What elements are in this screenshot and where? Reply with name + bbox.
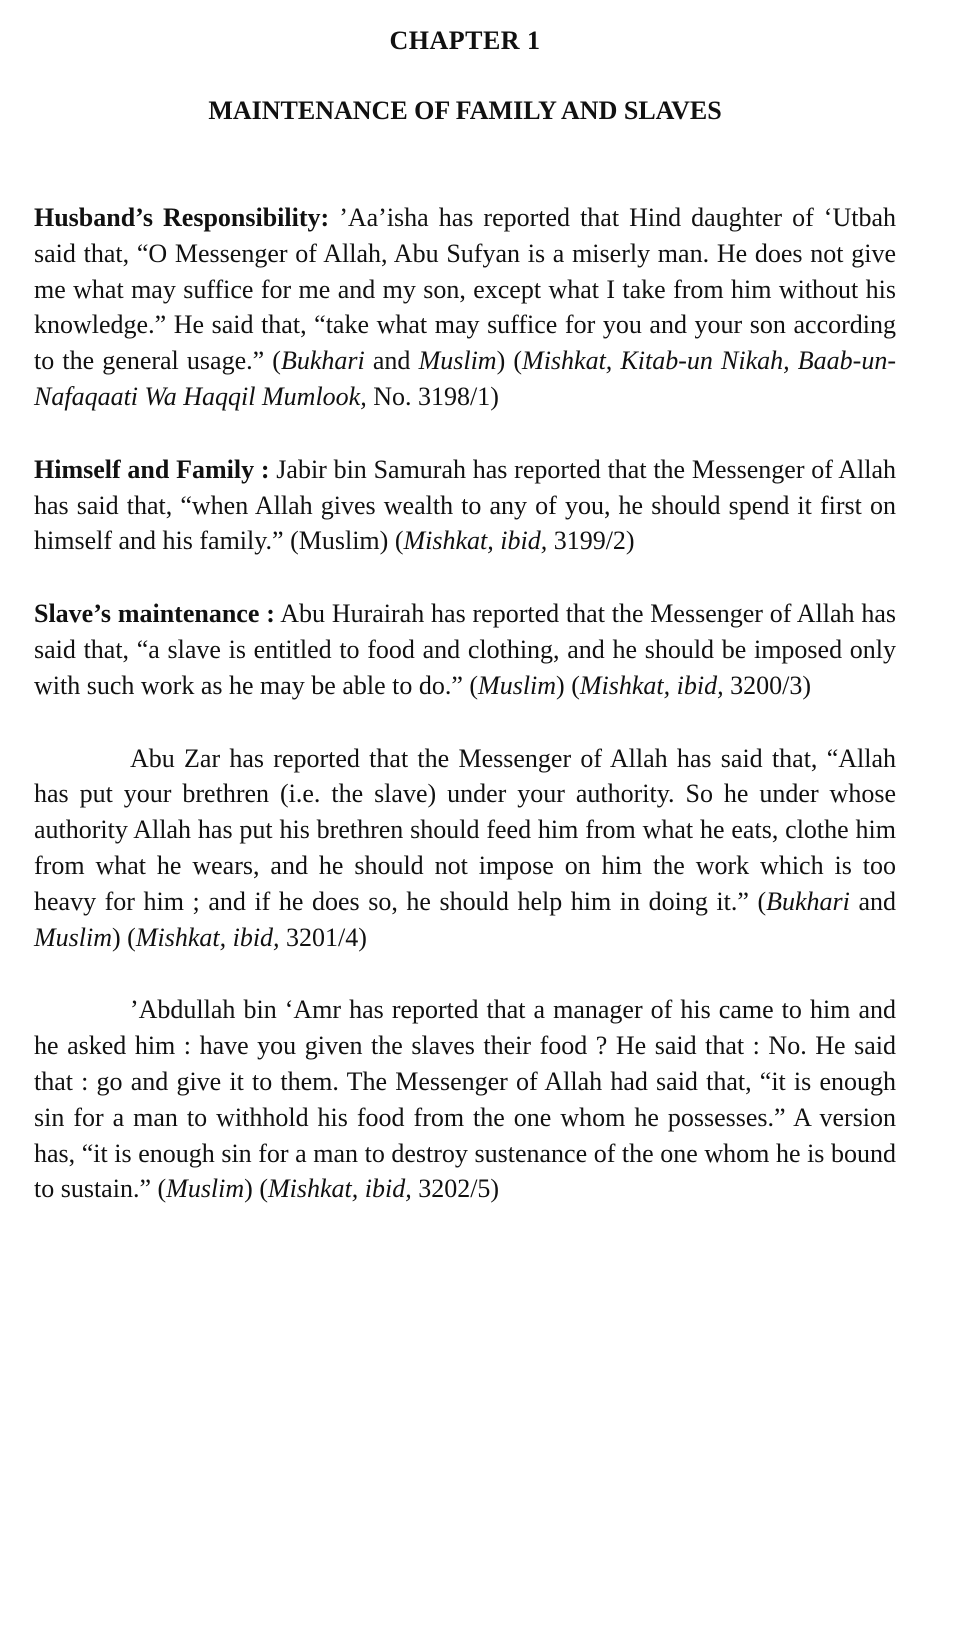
chapter-title: MAINTENANCE OF FAMILY AND SLAVES: [208, 96, 722, 125]
source-bukhari: Bukhari: [766, 886, 850, 916]
paragraph-abdullah-bin-amr: [34, 992, 896, 1207]
paragraph-text: ’Abdullah bin ‘Amr has reported that a manager of his came to him and he asked him : have you given the slaves their food ? He said that : No. He said that : go and give it to them. The Messenger of Allah had said that, “it is enough sin for a man to withhold his food from the one whom he possesses.” A version has, “it is enough sin for a man to destroy sustenance of the one whom he is bound to sustain.” (: [34, 995, 896, 1204]
connector-text: ) (: [244, 1174, 268, 1204]
paragraph-heading: Slave’s maintenance :: [34, 599, 275, 629]
paragraph-text: Abu Zar has reported that the Messenger of Allah has said that, “Allah has put your brethren (i.e. the slave) under your authority. So he under whose authority Allah has put his brethren should feed him from what he eats, clothe him from what he wears, and he should not impose on him the work which is too heavy for him ; and if he does so, he should help him in doing it.” (: [34, 743, 896, 916]
reference-citation: Mishkat, ibid,: [267, 1174, 412, 1204]
paragraph-himself-and-family: [34, 452, 896, 559]
reference-citation: Mishkat, ibid,: [403, 526, 548, 556]
source-muslim: Muslim: [34, 922, 112, 952]
body-text: [34, 200, 896, 1244]
paragraph-husbands-responsibility: [34, 200, 896, 415]
reference-number: 3199/2): [547, 526, 635, 556]
source-muslim: Muslim: [166, 1174, 245, 1204]
paragraph-text: Abu Hurairah has reported that the Messenger of Allah has said that, “a slave is entitled to food and clothing, and he should be imposed only with such work as he may be able to do.” (: [34, 599, 897, 700]
paragraph-abu-zar: [34, 741, 896, 956]
paragraph-heading: Himself and Family :: [34, 454, 270, 484]
connector-text: and: [364, 346, 419, 376]
reference-citation: Mishkat, ibid,: [579, 670, 724, 700]
paragraph-heading: Husband’s Responsibility:: [34, 203, 330, 232]
reference-citation: Mishkat, ibid,: [135, 922, 280, 952]
paragraph-text: ’Aa’isha has reported that Hind daughter of ‘Utbah said that, “O Messenger of Allah, Abu Sufyan is a miserly man. He does not give me what may suffice for me and my son, except what I take from him without his knowledge.” He said that, “take what may suffice for you and your son according to the general usage.” (: [34, 203, 896, 376]
source-muslim: Muslim: [478, 670, 557, 700]
chapter-label: CHAPTER 1: [389, 26, 541, 55]
connector-text: ) (: [556, 670, 580, 700]
source-muslim: Muslim: [418, 346, 497, 376]
reference-number: 3201/4): [279, 922, 367, 952]
paragraph-text: Jabir bin Samurah has reported that the Messenger of Allah has said that, “when Allah gives wealth to any of you, he should spend it first on himself and his family.” (Muslim) (: [34, 454, 896, 556]
source-bukhari: Bukhari: [280, 346, 365, 376]
reference-number: 3200/3): [723, 670, 811, 700]
connector-text: ) (: [496, 346, 523, 376]
reference-number: No. 3198/1): [366, 381, 499, 411]
reference-citation: Mishkat, Kitab-un Nikah, Baab-un-Nafaqaati Wa Haqqil Mumlook,: [34, 346, 896, 411]
paragraph-slaves-maintenance: [34, 596, 896, 703]
reference-number: 3202/5): [411, 1174, 500, 1204]
connector-text: and: [849, 886, 896, 916]
connector-text: ) (: [112, 922, 136, 952]
